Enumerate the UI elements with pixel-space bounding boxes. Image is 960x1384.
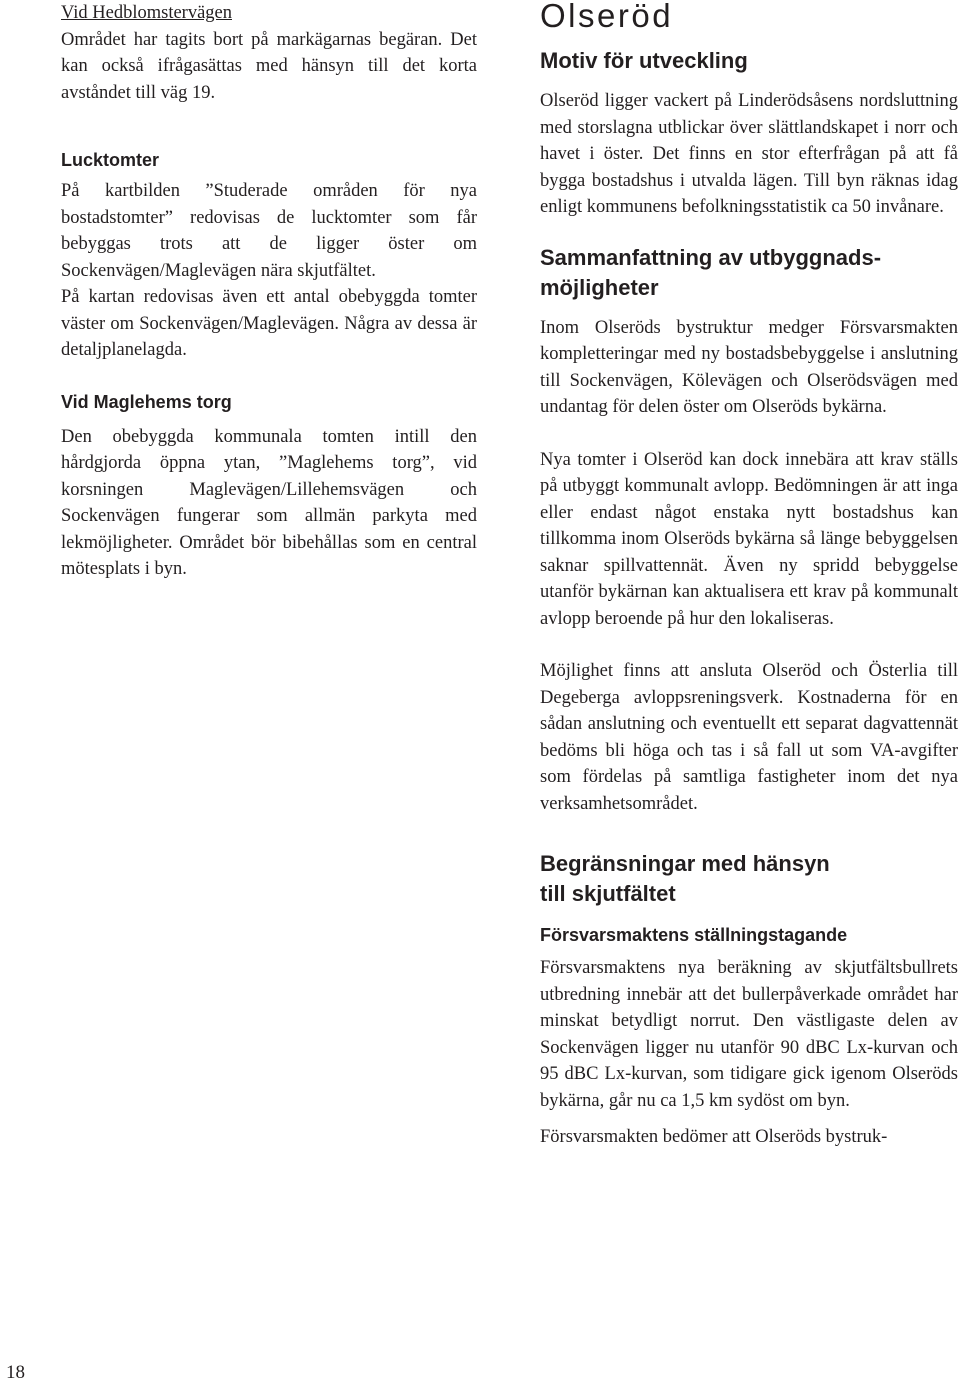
lucktomter-paragraph-1: På kartbilden ”Studerade områden för nya bostadstomter” redovisas de lucktomter som får bebyggas trots att de ligger öster om Sockenvägen/Maglevägen nära skjutfältet.	[61, 181, 477, 281]
sammanfattning-paragraph-2: Nya tomter i Olseröd kan dock innebära att krav ställs på utbyggt kommunalt avlopp. Bedömningen är att inga eller endast något enstaka nytt bostadshus kan tillkomma inom Olseröds bykärna så länge bebyggelsen saknar spillvattennät. Även ny spridd bebyggelse utanför bykärnan kan aktualisera ett krav på kommunalt avlopp beroende på hur den lokaliseras.	[540, 449, 958, 629]
right-column	[540, 0, 958, 1151]
maglehem-heading: Vid Maglehems torg	[61, 391, 232, 412]
page-title: Olseröd	[540, 0, 674, 34]
sammanfattning-heading	[540, 243, 958, 303]
forsvarsmakten-paragraph-2: Försvarsmakten bedömer att Olseröds bystruk-	[540, 1127, 888, 1147]
hedblom-text: Området har tagits bort på markägarnas begäran. Det kan också ifrågasättas med hänsyn till det korta avståndet till väg 19.	[61, 29, 477, 103]
motiv-text: Olseröd ligger vackert på Linderödsåsens nordsluttning med storslagna utblickar över slättlandskapet i norr och havet i öster. Det finns en stor efterfrågan på att få bygga bostadshus i utvalda lägen. Till byn räknas idag enligt kommunens befolkningsstatistik ca 50 invånare.	[540, 91, 958, 217]
lucktomter-paragraph-2: På kartan redovisas även ett antal obebyggda tomter väster om Sockenvägen/Maglevägen. Några av dessa är detaljplanelagda.	[61, 287, 477, 360]
begransningar-heading-line-1: Begränsningar med hänsyn	[540, 851, 830, 876]
lucktomter-heading: Lucktomter	[61, 150, 160, 170]
left-column	[61, 0, 477, 583]
sammanfattning-paragraph-1: Inom Olseröds bystruktur medger Försvarsmakten kompletteringar med ny bostadsbebyggelse i anslutning till Sockenvägen, Kölevägen och Olserödsvägen med undantag för delen öster om Olseröds bykärna.	[540, 317, 958, 417]
maglehem-text: Den obebyggda kommunala tomten intill den hårdgjorda öppna ytan, ”Maglehems torg”, vid korsningen Maglevägen/Lillehemsvägen och Sockenvägen fungerar som allmän parkyta med lekmöjligheter. Området bör bibehållas som en central mötesplats i byn.	[61, 426, 477, 579]
sammanfattning-heading-line-2: möjligheter	[540, 274, 659, 300]
begransningar-heading	[540, 849, 958, 909]
begransningar-heading-line-2: till skjutfältet	[540, 881, 676, 906]
sammanfattning-heading-line-1: Sammanfattning av utbyggnads-	[540, 244, 882, 270]
forsvarsmakten-heading: Försvarsmaktens ställningstagande	[540, 925, 848, 945]
forsvarsmakten-paragraph-1: Försvarsmaktens nya beräkning av skjutfältsbullrets utbredning innebär att det bullerpåverkade området har minskat betydligt norrut. Den västligaste delen av Sockenvägen ligger nu utanför 90 dBC Lx-kurvan och 95 dBC Lx-kurvan, som tidigare gick igenom Olseröds bykärna, går nu ca 1,5 km sydöst om byn.	[540, 958, 958, 1111]
motiv-heading: Motiv för utveckling	[540, 48, 748, 73]
hedblom-heading: Vid Hedblomstervägen	[61, 3, 232, 23]
sammanfattning-paragraph-3: Möjlighet finns att ansluta Olseröd och Österlia till Degeberga avloppsreningsverk. Kostnaderna för en sådan anslutning och eventuellt ett separat dagvattennät bedöms bli höga och tas i så fall ut som VA-avgifter som fördelas på samtliga fastigheter inom det nya verksamhetsområdet.	[540, 661, 958, 814]
page-number: 18	[6, 1362, 25, 1383]
